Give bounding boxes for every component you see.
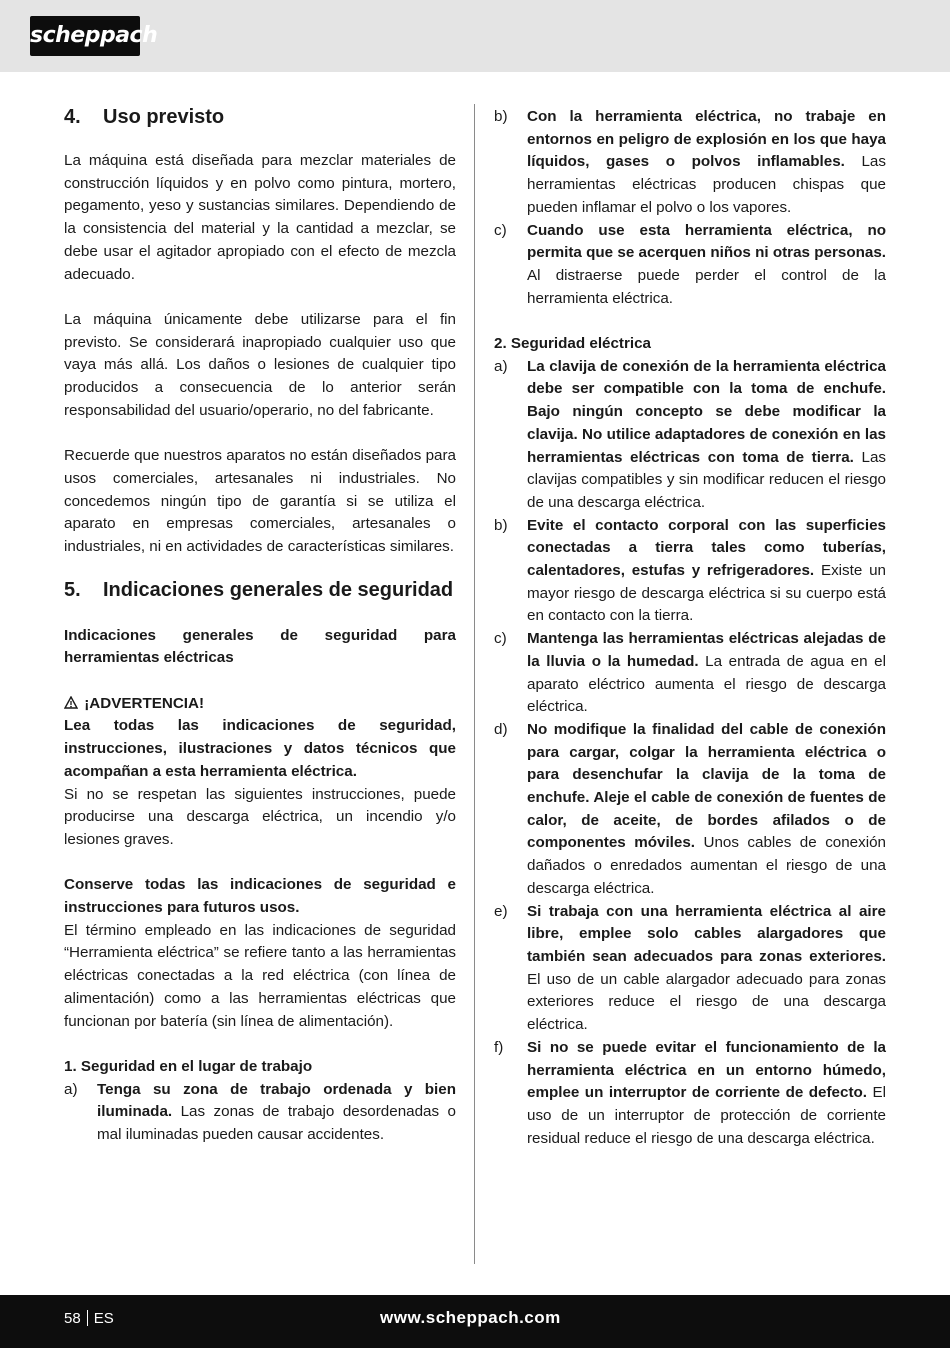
list-item-text: La clavija de conexión de la herramienta eléctrica debe ser compatible con la toma de enchufe. Bajo ningún concepto se debe modificar la clavija. No utilice adaptadores de conexión en las herramientas eléctricas con toma de tierra. Las clavijas compatibles y sin modificar reducen el riesgo de una descarga eléctrica. (527, 357, 886, 511)
section-4-paragraph-3: Recuerde que nuestros aparatos no están diseñados para usos comerciales, artesanales ni industriales. No concedemos ningún tipo de garantía si se utiliza el aparato en empresas comerciales, artesanales o industriales, ni en actividades de características similares. (64, 447, 456, 555)
warning-title: ¡ADVERTENCIA! (84, 694, 205, 712)
page-indicator (64, 1310, 114, 1327)
website-link[interactable]: www.scheppach.com (380, 1308, 561, 1327)
list-item-label: a) (64, 1080, 78, 1098)
brand-logo: scheppach (30, 16, 140, 56)
section-4-title: Uso previsto (103, 106, 225, 128)
list-item-text: Con la herramienta eléctrica, no trabaje en entornos en peligro de explosión en los que haya líquidos, gases o polvos inflamables. Las herramientas eléctricas producen chispas que pueden inflamar el polvo o los vapores. (527, 108, 886, 216)
list-item-text: Si no se puede evitar el funcionamiento de la herramienta eléctrica en un entorno húmedo, emplee un interruptor de corriente de defecto. El uso de un interruptor de protección de corriente residual reduce el riesgo de una descarga eléctrica. (527, 1038, 886, 1147)
section-4-heading (64, 106, 456, 129)
list-item-label: c) (494, 630, 507, 648)
list-item (494, 220, 886, 311)
section-5-subtitle: Indicaciones generales de seguridad para herramientas eléctricas (64, 626, 456, 667)
section-5-title: Indicaciones generales de seguridad (103, 578, 454, 601)
list-item-text: Mantenga las herramientas eléctricas alejadas de la lluvia o la humedad. La entrada de agua en el aparato eléctrico aumenta el riesgo de descarga eléctrica. (527, 630, 886, 716)
subsection-2-title: 2. Seguridad eléctrica (494, 335, 652, 353)
column-divider (474, 104, 475, 1264)
warning-bold-text: Lea todas las indicaciones de seguridad, instrucciones, ilustraciones y datos técnicos que acompañan a esta herramienta eléctrica. (64, 717, 456, 780)
list-item-text: Si trabaja con una herramienta eléctrica al aire libre, emplee solo cables alargadores que también sean adecuados para zonas exteriores. El uso de un cable alargador adecuado para zonas exteriores reduce el riesgo de una descarga eléctrica. (527, 902, 886, 1034)
right-column (494, 106, 886, 1150)
list-item-label: e) (494, 902, 508, 920)
list-item (494, 628, 886, 719)
list-item (494, 719, 886, 901)
page-separator (87, 1310, 88, 1326)
list-item-text: Tenga su zona de trabajo ordenada y bien iluminada. Las zonas de trabajo desordenadas o mal iluminadas pueden causar accidentes. (97, 1080, 456, 1144)
footer-bar (0, 1295, 950, 1348)
list-item (494, 1037, 886, 1151)
warning-triangle-icon (64, 696, 78, 709)
list-item-label: a) (494, 357, 508, 375)
section-5-heading (64, 579, 456, 602)
section-4-paragraph-2: La máquina únicamente debe utilizarse para el fin previsto. Se considerará inapropiado cualquier uso que vaya más allá. Los daños o lesiones de cualquier tipo producidos a consecuencia de lo anterior serán responsabilidad del usuario/operario, no del fabricante. (64, 310, 456, 419)
subsection-1-title: 1. Seguridad en el lugar de trabajo (64, 1057, 313, 1075)
list-item (494, 356, 886, 515)
list-item (494, 515, 886, 629)
keep-instructions-text: El término empleado en las indicaciones de seguridad “Herramienta eléctrica” se refiere tanto a las herramientas eléctricas conectadas a la red eléctrica (con línea de alimentación) como a las herramientas eléctricas que funcionan por batería (sin línea de alimentación). (64, 921, 456, 1030)
section-4-paragraph-1: La máquina está diseñada para mezclar materiales de construcción líquidos y en polvo como pintura, mortero, pegamento, yeso y sustancias similares. Dependiendo de la consistencia del material y la cantidad a mezclar, se debe usar el agitador apropiado con el efecto de mezcla adecuado. (64, 152, 456, 283)
header-band (0, 0, 950, 72)
warning-text: Si no se respetan las siguientes instrucciones, puede producirse una descarga eléctrica, un incendio y/o lesiones graves. (64, 785, 456, 848)
list-item (64, 1079, 456, 1147)
language-code: ES (93, 1310, 114, 1327)
page-number: 58 (64, 1310, 81, 1327)
keep-instructions-bold: Conserve todas las indicaciones de seguridad e instrucciones para futuros usos. (64, 876, 456, 917)
list-item-text: No modifique la finalidad del cable de conexión para cargar, colgar la herramienta eléctrica o para desenchufar la clavija de la toma de enchufe. Aleje el cable de conexión de fuentes de calor, de aceite, de bordes afilados o de componentes móviles. Unos cables de conexión dañados o enredados aumentan el riesgo de una descarga eléctrica. (527, 720, 886, 897)
list-item-text: Evite el contacto corporal con las superficies conectadas a tierra tales como tuberías, calentadores, estufas y refrigeradores. Existe un mayor riesgo de descarga eléctrica si su cuerpo está en contacto con la tierra. (527, 516, 886, 625)
list-item-label: b) (494, 516, 508, 534)
warning-heading (64, 693, 456, 716)
list-item (494, 901, 886, 1037)
left-column (64, 106, 456, 1147)
section-4-number: 4. (64, 106, 81, 128)
list-item-label: f) (494, 1038, 504, 1056)
section-5-number: 5. (64, 578, 81, 601)
list-item-label: b) (494, 108, 508, 125)
list-item-label: d) (494, 720, 508, 738)
list-item-text: Cuando use esta herramienta eléctrica, no permita que se acerquen niños ni otras personas. Al distraerse puede perder el control de la herramienta eléctrica. (527, 221, 886, 307)
list-item-label: c) (494, 221, 507, 239)
list-item (494, 106, 886, 220)
